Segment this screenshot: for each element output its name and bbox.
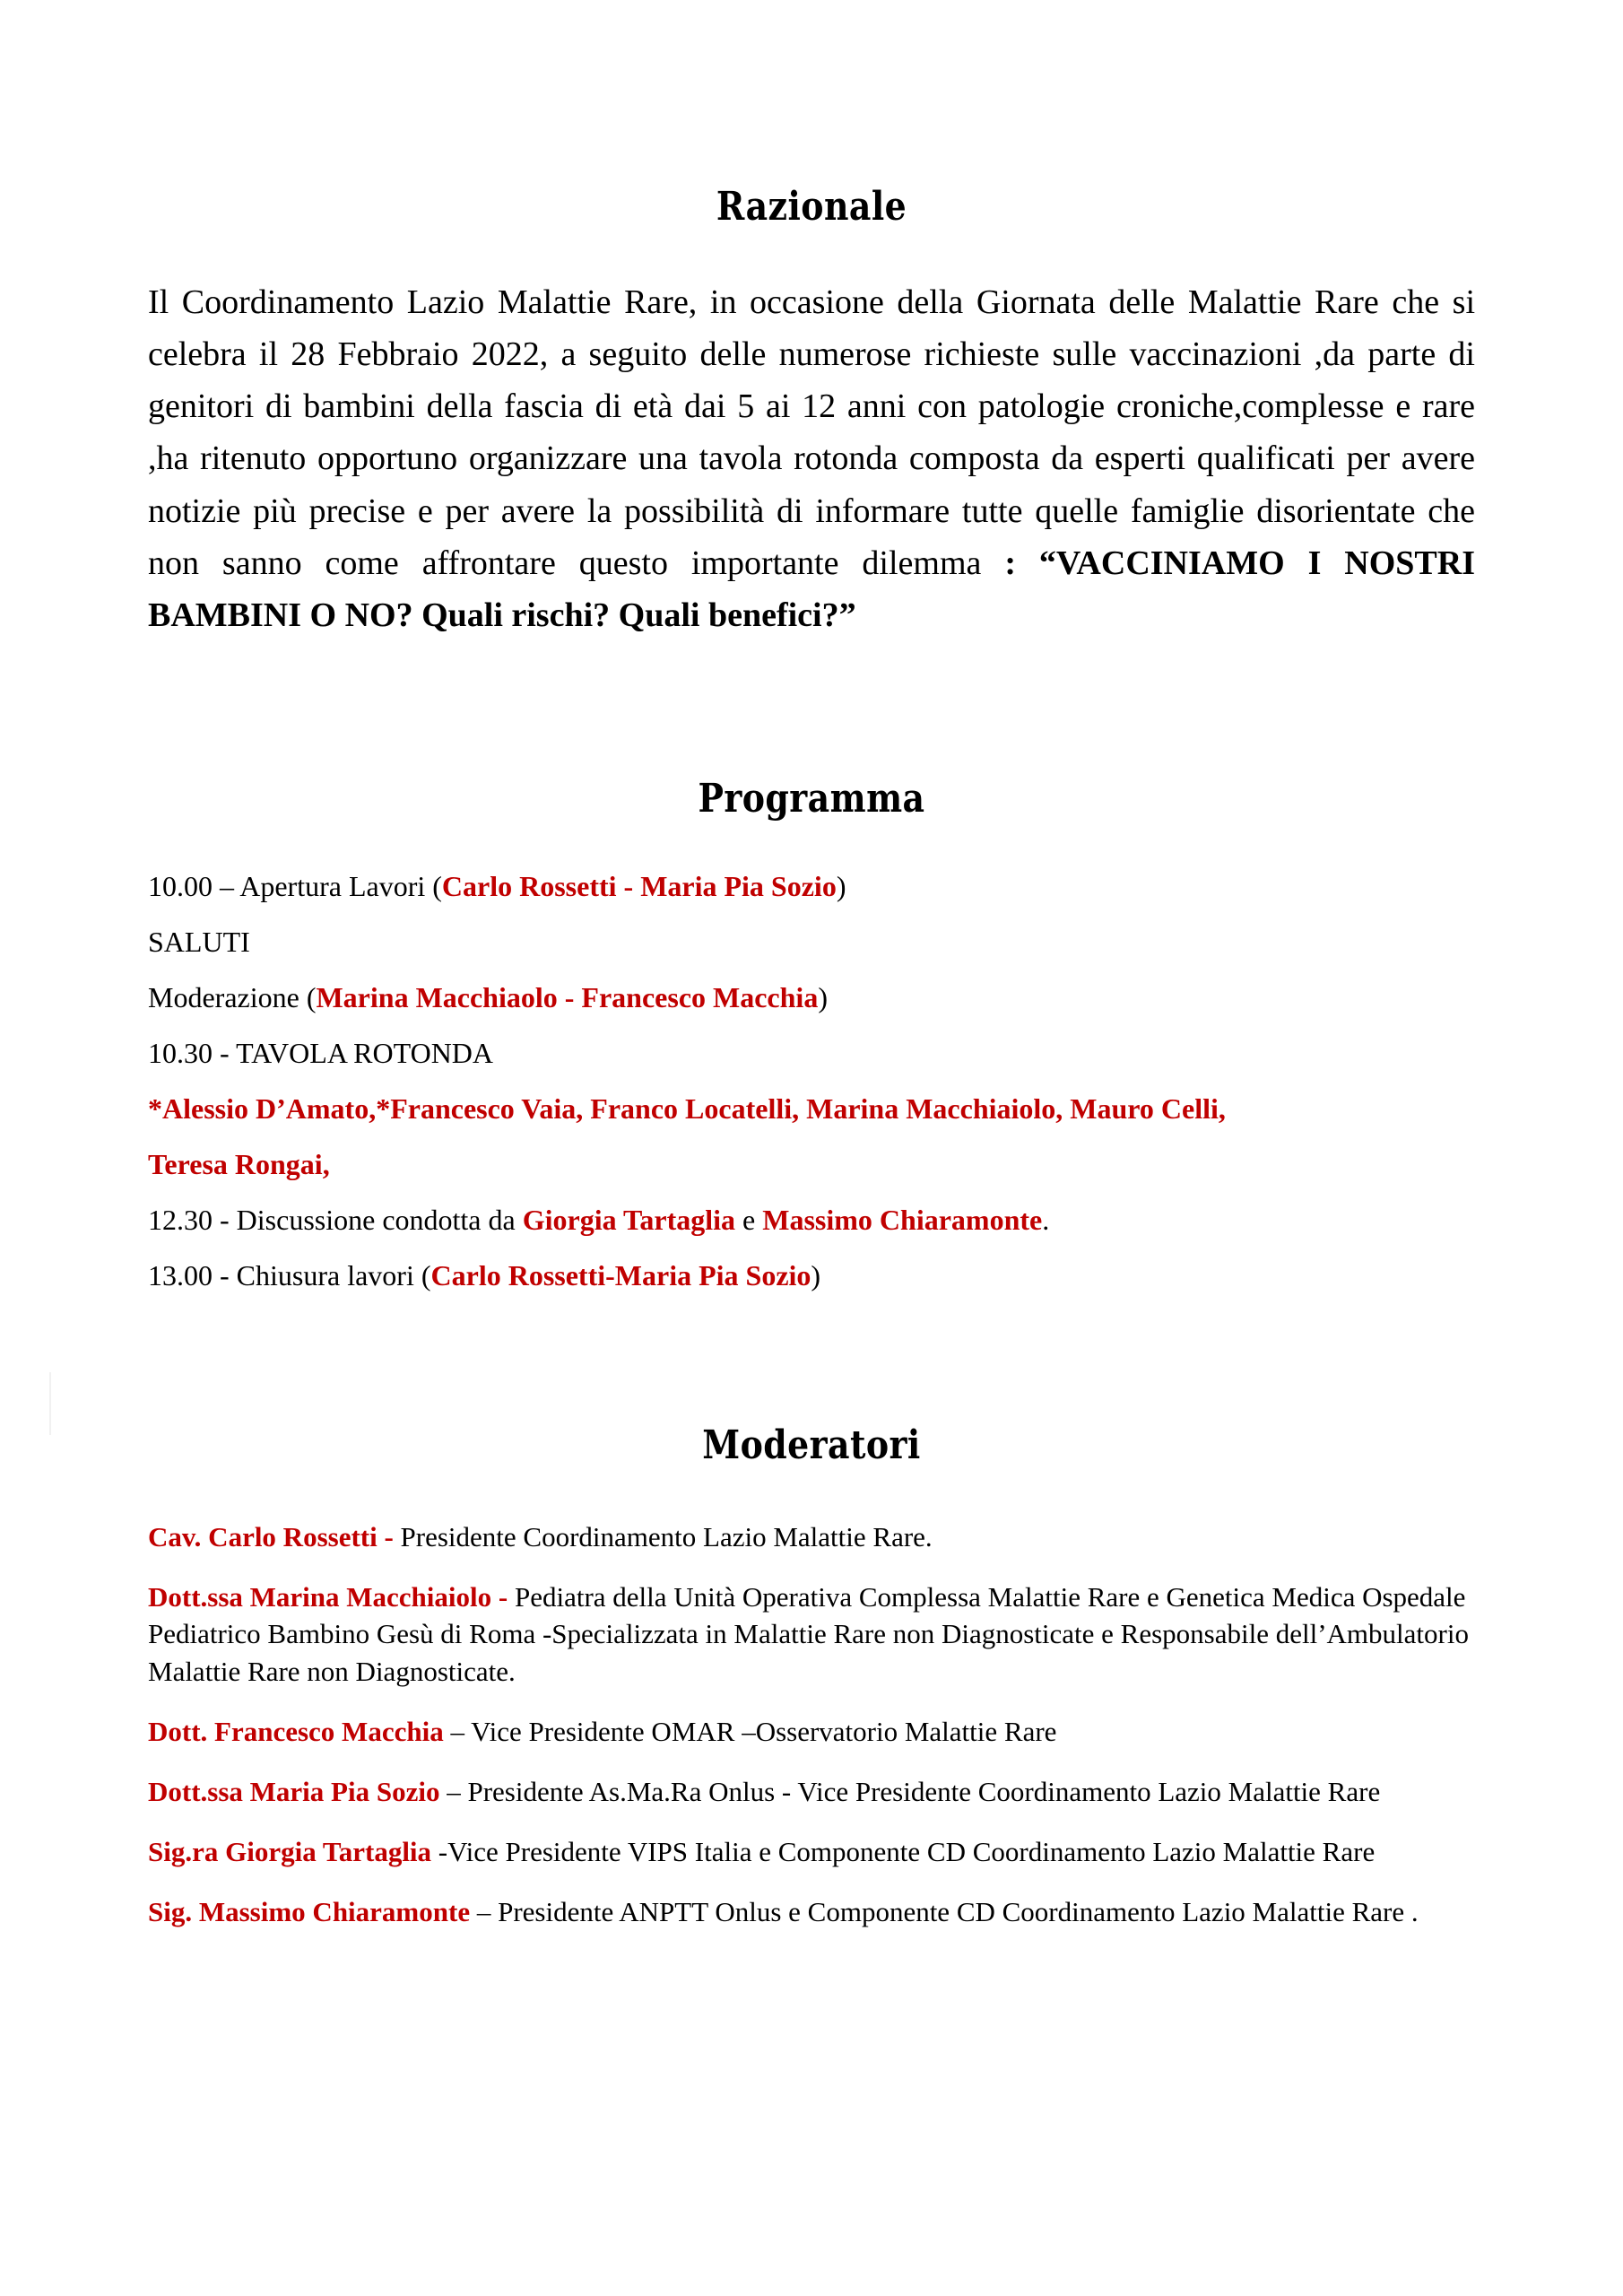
programme-line <box>148 1036 1475 1069</box>
programme-line-text: Moderazione ( <box>148 980 317 1013</box>
programme-line-text: ) <box>836 869 846 902</box>
razionale-body-text: Il Coordinamento Lazio Malattie Rare, in occasione della Giornata delle Malattie Rare che si celebra il 28 Febbraio 2022, a seguito delle numerose richieste sulle vaccinazioni ,da parte di genitori di bambini della fascia di età dai 5 ai 12 anni con patologie croniche,complesse e rare ,ha ritenuto opportuno organizzare una tavola rotonda composta da esperti qualificati per avere notizie più precise e per avere la possibilità di informare tutte quelle famiglie disorientate che non sanno come affrontare questo importante dilemma <box>148 283 1475 582</box>
programme-line <box>148 869 1475 902</box>
page-title-razionale: Razionale <box>716 184 907 230</box>
programma-heading-wrap <box>148 641 1475 822</box>
programme-line-text: ) <box>811 1258 821 1292</box>
programme-line <box>148 927 1475 956</box>
programme-line-text: SALUTI <box>148 925 250 958</box>
programme-list <box>148 822 1475 1290</box>
moderator-entry <box>148 1518 1475 1555</box>
moderator-entry <box>148 1773 1475 1810</box>
moderator-description: – Vice Presidente OMAR –Osservatorio Malattie Rare <box>443 1715 1057 1747</box>
programme-line-text: . <box>1042 1203 1050 1236</box>
speaker-name: Carlo Rossetti - Maria Pia Sozio <box>441 869 837 902</box>
programme-line <box>148 1091 1475 1125</box>
moderator-description: – Presidente ANPTT Onlus e Componente CD Coordinamento Lazio Malattie Rare . <box>470 1896 1419 1928</box>
programme-line <box>148 1258 1475 1292</box>
page-title-programma: Programma <box>698 775 925 822</box>
programme-line <box>148 1147 1475 1180</box>
page-title-moderatori: Moderatori <box>702 1422 921 1468</box>
programme-line-text: 12.30 - Discussione condotta da <box>148 1203 523 1236</box>
moderator-entry <box>148 1578 1475 1690</box>
programme-line <box>148 980 1475 1013</box>
moderator-entry <box>148 1893 1475 1930</box>
speaker-name: *Alessio D’Amato,*Francesco Vaia, Franco Locatelli, Marina Macchiaiolo, Mauro Celli, <box>148 1091 1226 1125</box>
moderators-list <box>148 1468 1475 1931</box>
moderator-name: Dott.ssa Maria Pia Sozio <box>148 1775 440 1807</box>
programme-line-text: ) <box>818 980 828 1013</box>
moderatori-heading-wrap <box>148 1290 1475 1468</box>
speaker-name: Massimo Chiaramonte <box>762 1203 1043 1236</box>
razionale-heading-wrap <box>148 0 1475 230</box>
speaker-name: Carlo Rossetti-Maria Pia Sozio <box>430 1258 812 1292</box>
moderator-entry <box>148 1713 1475 1750</box>
speaker-name: Teresa Rongai, <box>148 1147 330 1180</box>
programme-line <box>148 1205 1475 1234</box>
scan-artifact <box>49 1372 51 1435</box>
moderator-name: Cav. Carlo Rossetti - <box>148 1520 394 1552</box>
moderator-description: Presidente Coordinamento Lazio Malattie Rare. <box>393 1520 933 1552</box>
moderator-name: Sig. Massimo Chiaramonte <box>148 1896 471 1928</box>
moderator-description: – Presidente As.Ma.Ra Onlus - Vice Presidente Coordinamento Lazio Malattie Rare <box>439 1775 1381 1807</box>
speaker-name: Giorgia Tartaglia <box>522 1203 736 1236</box>
razionale-paragraph <box>148 230 1475 641</box>
programme-line-text: 10.30 - TAVOLA ROTONDA <box>148 1036 494 1069</box>
moderator-description: -Vice Presidente VIPS Italia e Componente CD Coordinamento Lazio Malattie Rare <box>431 1836 1376 1868</box>
moderator-name: Dott.ssa Marina Macchiaiolo - <box>148 1581 508 1613</box>
programme-line-text: 13.00 - Chiusura lavori ( <box>148 1258 431 1292</box>
programme-line-text: 10.00 – Apertura Lavori ( <box>148 869 442 902</box>
razionale-quote-text: : “VACCINIAMO I NOSTRI BAMBINI O NO? Quali rischi? Quali benefici?” <box>148 544 1475 634</box>
moderator-description: Pediatra della Unità Operativa Complessa Malattie Rare e Genetica Medica Ospedale Pediatrico Bambino Gesù di Roma -Specializzata in Malattie Rare non Diagnosticate e Responsabile dell’Ambulatorio Malattie Rare non Diagnosticate. <box>148 1581 1469 1687</box>
programme-line-text: e <box>735 1203 763 1236</box>
moderator-name: Sig.ra Giorgia Tartaglia <box>148 1836 432 1868</box>
speaker-name: Marina Macchiaolo - Francesco Macchia <box>316 980 819 1013</box>
moderator-name: Dott. Francesco Macchia <box>148 1715 444 1747</box>
moderator-entry <box>148 1833 1475 1870</box>
